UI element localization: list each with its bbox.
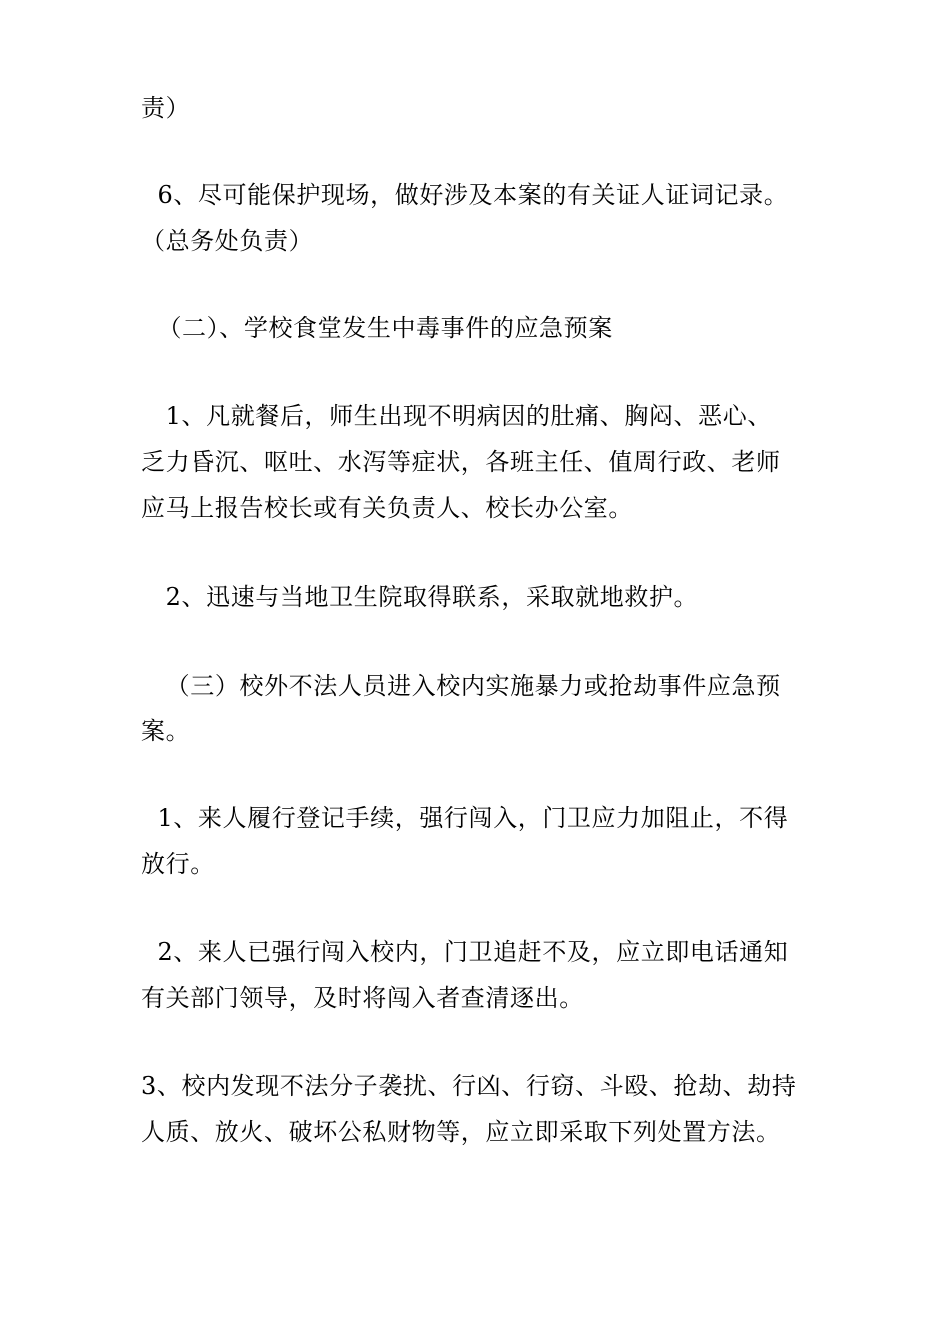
text-line: 有关部门领导，及时将闯入者查清逐出。 (141, 984, 584, 1012)
text-line: （二）、学校食堂发生中毒事件的应急预案 (141, 314, 613, 342)
text-line: 案。 (141, 717, 191, 745)
text-line: 3、校内发现不法分子袭扰、行凶、行窃、斗殴、抢劫、劫持 (141, 1072, 797, 1100)
text-line: 2、来人已强行闯入校内，门卫追赶不及，应立即电话通知 (141, 938, 789, 966)
text-line: 责） (141, 94, 191, 122)
text-line: 人质、放火、破坏公私财物等，应立即采取下列处置方法。 (141, 1118, 781, 1146)
text-line: 应马上报告校长或有关负责人、校长办公室。 (141, 494, 633, 522)
text-line: 2、迅速与当地卫生院取得联系，采取就地救护。 (141, 583, 699, 611)
text-line: （总务处负责） (141, 227, 314, 255)
text-line: 放行。 (141, 850, 215, 878)
text-line: 6、尽可能保护现场，做好涉及本案的有关证人证词记录。 (141, 181, 789, 209)
text-line: 1、来人履行登记手续，强行闯入，门卫应力加阻止，不得 (141, 804, 789, 832)
text-line: 乏力昏沉、呕吐、水泻等症状，各班主任、值周行政、老师 (141, 448, 781, 476)
text-line: 1、凡就餐后，师生出现不明病因的肚痛、胸闷、恶心、 (141, 402, 772, 430)
text-line: （三）校外不法人员进入校内实施暴力或抢劫事件应急预 (141, 672, 781, 700)
